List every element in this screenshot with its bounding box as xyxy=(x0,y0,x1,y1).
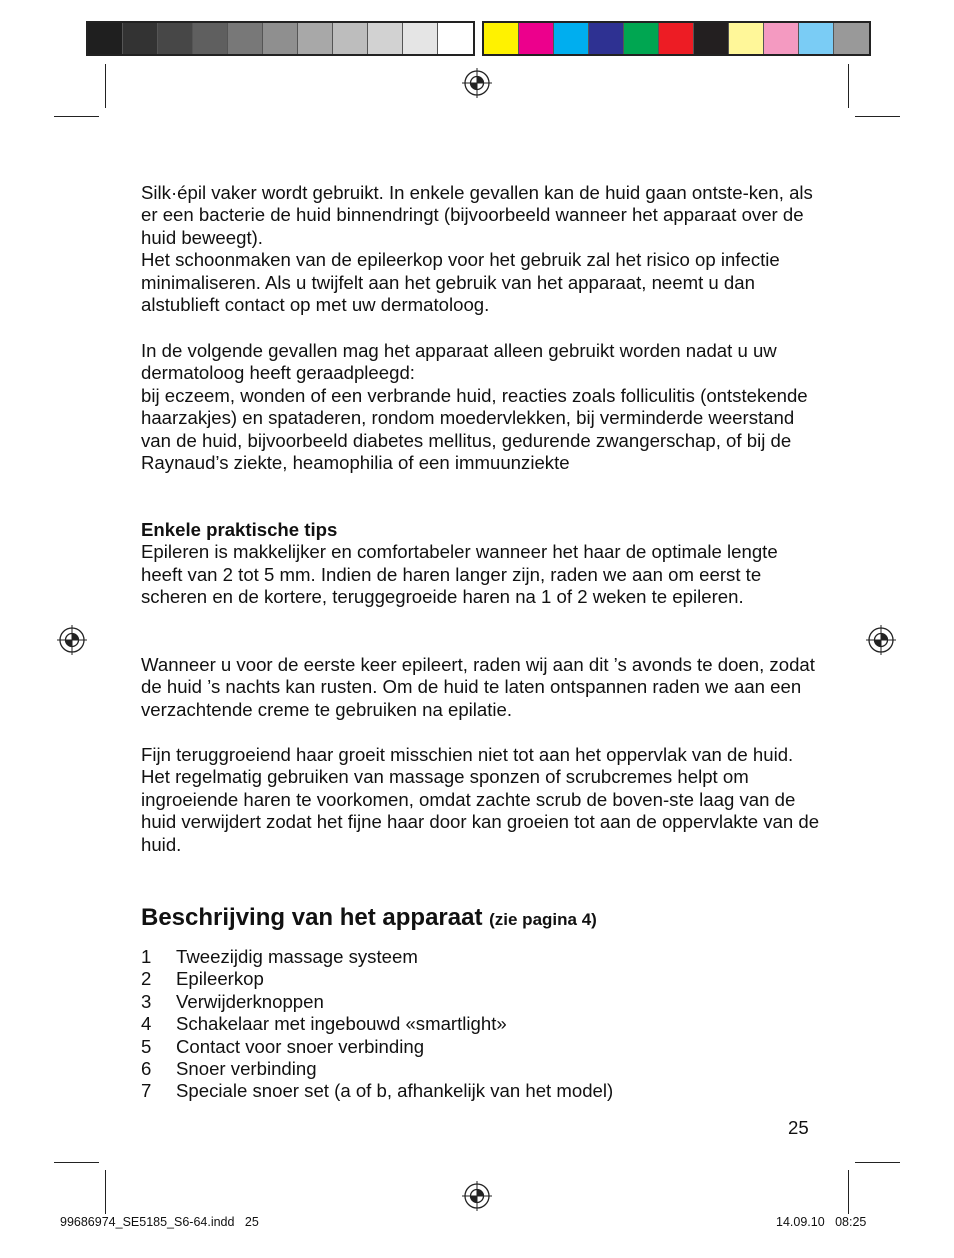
list-item xyxy=(141,1080,613,1102)
color-swatch xyxy=(729,23,764,54)
registration-mark-icon xyxy=(462,1181,492,1211)
gray-swatch xyxy=(263,23,298,54)
gray-swatch xyxy=(333,23,368,54)
gray-swatch xyxy=(368,23,403,54)
body-block-1 xyxy=(141,182,821,316)
color-swatch xyxy=(624,23,659,54)
list-item-number: 6 xyxy=(141,1058,152,1080)
list-item xyxy=(141,968,613,990)
crop-mark xyxy=(848,1170,849,1214)
color-swatch xyxy=(484,23,519,54)
paragraph: Epileren is makkelijker en comfortabeler wanneer het haar de optimale lengte heeft van 2 tot 5 mm. Indien de haren langer zijn, raden we aan om eerst te scheren en de kortere, teruggegroeide haren na 1 of 2 weken te epileren. xyxy=(141,541,778,608)
paragraph: In de volgende gevallen mag het apparaat alleen gebruikt worden nadat u uw dermatoloog heeft geraadpleegd: xyxy=(141,340,777,384)
registration-mark-icon xyxy=(462,68,492,98)
paragraph: Het schoonmaken van de epileerkop voor het gebruik zal het risico op infectie minimaliseren. Als u twijfelt aan het gebruik van het apparaat, neemt u dan alstublieft contact op met uw dermatoloog. xyxy=(141,249,780,316)
list-item xyxy=(141,1036,613,1058)
gray-swatch xyxy=(228,23,263,54)
list-item xyxy=(141,1058,613,1080)
section-title xyxy=(141,904,597,932)
list-item-number: 1 xyxy=(141,946,152,967)
gray-calibration-bar xyxy=(86,21,475,56)
gray-swatch xyxy=(298,23,333,54)
gray-swatch xyxy=(403,23,438,54)
registration-mark-icon xyxy=(866,625,896,655)
list-item-label: Snoer verbinding xyxy=(176,1058,317,1080)
list-item-label: Tweezijdig massage systeem xyxy=(176,946,418,967)
registration-mark-icon xyxy=(57,625,87,655)
crop-mark xyxy=(54,116,99,117)
color-swatch xyxy=(694,23,729,54)
page-number: 25 xyxy=(788,1117,809,1138)
gray-swatch xyxy=(193,23,228,54)
list-item xyxy=(141,991,613,1013)
paragraph: bij eczeem, wonden of een verbrande huid, reacties zoals folliculitis (ontstekende haarzakjes) en spataderen, rondom moedervlekken, bij verminderde weerstand van de huid, bijvoorbeeld diabetes mellitus, gedurende zwangerschap, of bij de Raynaud’s ziekte, heamophilia of een immuunziekte xyxy=(141,384,808,474)
crop-mark xyxy=(54,1162,99,1163)
color-swatch xyxy=(589,23,624,54)
gray-swatch xyxy=(438,23,473,54)
slug-datetime: 14.09.10 08:25 xyxy=(776,1215,867,1229)
color-calibration-bar xyxy=(482,21,871,56)
crop-mark xyxy=(855,116,900,117)
list-item-number: 7 xyxy=(141,1080,152,1102)
list-item-label: Contact voor snoer verbinding xyxy=(176,1035,425,1057)
tips-block xyxy=(141,519,821,609)
list-item-number: 3 xyxy=(141,990,152,1012)
list-item xyxy=(141,946,613,968)
list-item-label: Verwijderknoppen xyxy=(176,990,324,1012)
color-swatch xyxy=(834,23,869,54)
color-swatch xyxy=(659,23,694,54)
slug-filename: 99686974_SE5185_S6-64.indd 25 xyxy=(60,1215,259,1229)
body-block-4 xyxy=(141,744,821,856)
color-swatch xyxy=(799,23,834,54)
list-item-number: 2 xyxy=(141,968,152,990)
paragraph: Fijn teruggroeiend haar groeit misschien niet tot aan het oppervlak van de huid. Het regelmatig gebruiken van massage sponzen of scrubcremes helpt om ingroeiende haren te voorkomen, omdat zachte scrub de boven-ste laag van de huid verwijdert zodat het fijne haar door kan groeien tot aan de oppervlakte van de huid. xyxy=(141,744,820,855)
body-block-3 xyxy=(141,654,821,721)
crop-mark xyxy=(105,64,106,108)
color-swatch xyxy=(554,23,589,54)
list-item-label: Speciale snoer set (a of b, afhankelijk van het model) xyxy=(176,1080,614,1102)
list-item-label: Schakelaar met ingebouwd «smartlight» xyxy=(176,1013,507,1035)
list-item-number: 5 xyxy=(141,1035,152,1057)
gray-swatch xyxy=(88,23,123,54)
tips-heading: Enkele praktische tips xyxy=(141,519,338,540)
parts-list xyxy=(141,946,613,1103)
paragraph: Wanneer u voor de eerste keer epileert, raden wij aan dit ’s avonds te doen, zodat de huid ’s nachts kan rusten. Om de huid te laten ontspannen raden we aan een verzachtende creme te gebruiken na epilatie. xyxy=(141,654,815,720)
crop-mark xyxy=(855,1162,900,1163)
body-block-2 xyxy=(141,340,821,474)
list-item-number: 4 xyxy=(141,1013,152,1035)
list-item xyxy=(141,1013,613,1035)
section-title-text: Beschrijving van het apparaat xyxy=(141,904,483,931)
section-title-note: (zie pagina 4) xyxy=(489,910,597,929)
crop-mark xyxy=(848,64,849,108)
gray-swatch xyxy=(158,23,193,54)
gray-swatch xyxy=(123,23,158,54)
crop-mark xyxy=(105,1170,106,1214)
list-item-label: Epileerkop xyxy=(176,968,264,990)
color-swatch xyxy=(764,23,799,54)
color-swatch xyxy=(519,23,554,54)
paragraph: Silk·épil vaker wordt gebruikt. In enkele gevallen kan de huid gaan ontste-ken, als er een bacterie de huid binnendringt (bijvoorbeeld wanneer het apparaat over de huid beweegt). xyxy=(141,182,813,248)
